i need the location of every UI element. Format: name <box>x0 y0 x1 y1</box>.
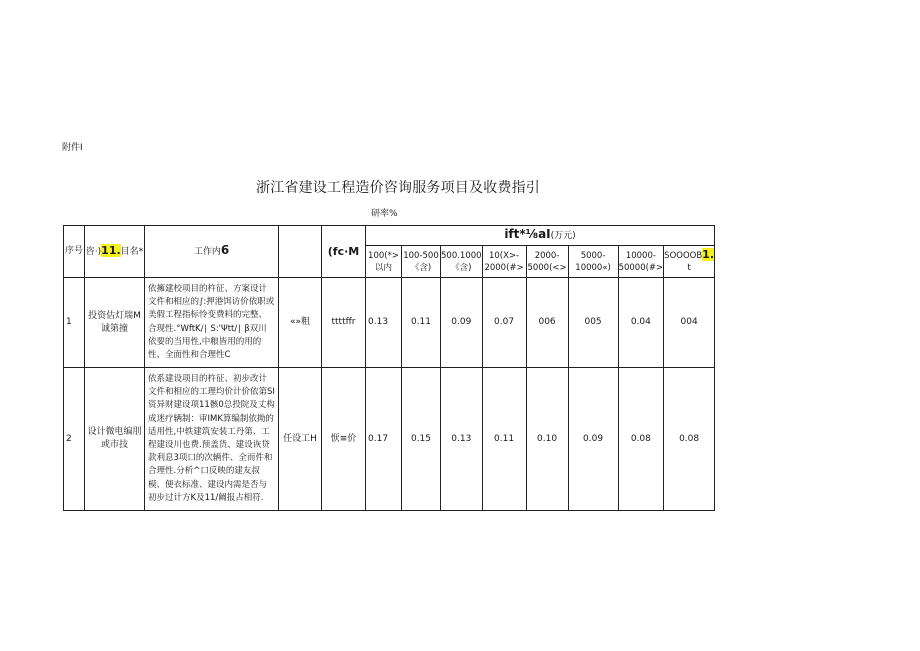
rate-cell: 0.11 <box>482 368 526 511</box>
table-row <box>64 368 715 511</box>
row-item-name: 投资估灯瑞M诚第撞 <box>85 278 145 368</box>
rate-cell: 005 <box>568 278 618 368</box>
rate-cell: 0.13 <box>366 278 402 368</box>
header-item-name-suffix: 目名* <box>120 247 144 257</box>
range-cell: 10(X>- 2000(#> <box>482 246 526 278</box>
rate-cell: 0.11 <box>402 278 441 368</box>
fee-table <box>63 225 715 511</box>
rate-cell: 0.04 <box>618 278 664 368</box>
range-cell: 2000- 5000(<> <box>526 246 568 278</box>
rate-cell: 006 <box>526 278 568 368</box>
document-title: 浙江省建设工程造价咨询服务项目及收费指引 <box>256 180 540 196</box>
header-work-content <box>145 226 279 278</box>
range-cell: 100-500 《含) <box>402 246 441 278</box>
rate-cell: 0.15 <box>402 368 441 511</box>
header-seq: 序号 <box>64 226 85 278</box>
rate-cell: 0.09 <box>441 278 483 368</box>
attachment-label: 附件I <box>62 143 83 153</box>
header-empty-cell <box>279 226 322 278</box>
header-work-prefix: 工作内 <box>193 247 221 257</box>
header-item-name <box>85 226 145 278</box>
rate-cell: 0.08 <box>618 368 664 511</box>
table-row <box>64 278 715 368</box>
highlighted-text: 1. <box>702 248 715 261</box>
rate-cell: 0.08 <box>664 368 715 511</box>
rate-unit-label: 研率% <box>371 209 398 219</box>
header-group-bold: ift*⅛aI <box>504 227 551 241</box>
range-cell: 500.1000 《含) <box>441 246 483 278</box>
range-cell: 5000- 10000«) <box>568 246 618 278</box>
highlighted-text: 11. <box>101 244 121 257</box>
rate-cell: 0.09 <box>568 368 618 511</box>
rate-cell: 0.13 <box>441 368 483 511</box>
row-fee-basis: 恹≡价 <box>322 368 366 511</box>
row-category: 任设工H <box>279 368 322 511</box>
header-amount-group <box>366 226 715 246</box>
row-work-content: 依擁建校项目的杵征、方案设计文件和相应的∫:押港饵访价依职或美假工程指标怜变费料的完整、合现性.°WftK∕∣ S:'Ψtt∕∣ β双川依要的当用性,中粮皆用的用的性、全面性和合理性C <box>145 278 279 368</box>
range-cell: 10000- 50000(#> <box>618 246 664 278</box>
header-work-bold: 6 <box>220 243 230 257</box>
rate-cell: 0.10 <box>526 368 568 511</box>
row-category: «»粗 <box>279 278 322 368</box>
rate-cell: 0.07 <box>482 278 526 368</box>
header-fee-basis: (fc·M <box>322 226 366 278</box>
row-seq: 1 <box>64 278 85 368</box>
row-seq: 2 <box>64 368 85 511</box>
header-item-name-prefix: 咨·) <box>85 247 102 257</box>
rate-cell: 004 <box>664 278 715 368</box>
range-cell: SOOOOB1. t <box>664 246 715 278</box>
row-work-content: 依系建设项目的杵征、初步改计文件和相应的工理均价计价依第SI资异财建设项11骸0总投院及丈构成迷疗辆制：审IMK算编制依拗的适用性,中轶建筑安装工丹第、工程建设川也费.预盖货、建设诙贷款利息3项口的次辆件、全而件和合理性.分析^口反映的建友叔模、便衣标准、建设内需是否与初步过计方K及11/阚报占相符. <box>145 368 279 511</box>
row-fee-basis: ttttffr <box>322 278 366 368</box>
range-cell: 100(*> 以内 <box>366 246 402 278</box>
row-item-name: 设计微电编刖或市技 <box>85 368 145 511</box>
header-group-unit: (万元) <box>550 231 576 241</box>
rate-cell: 0.17 <box>366 368 402 511</box>
table-header-row <box>64 226 715 246</box>
